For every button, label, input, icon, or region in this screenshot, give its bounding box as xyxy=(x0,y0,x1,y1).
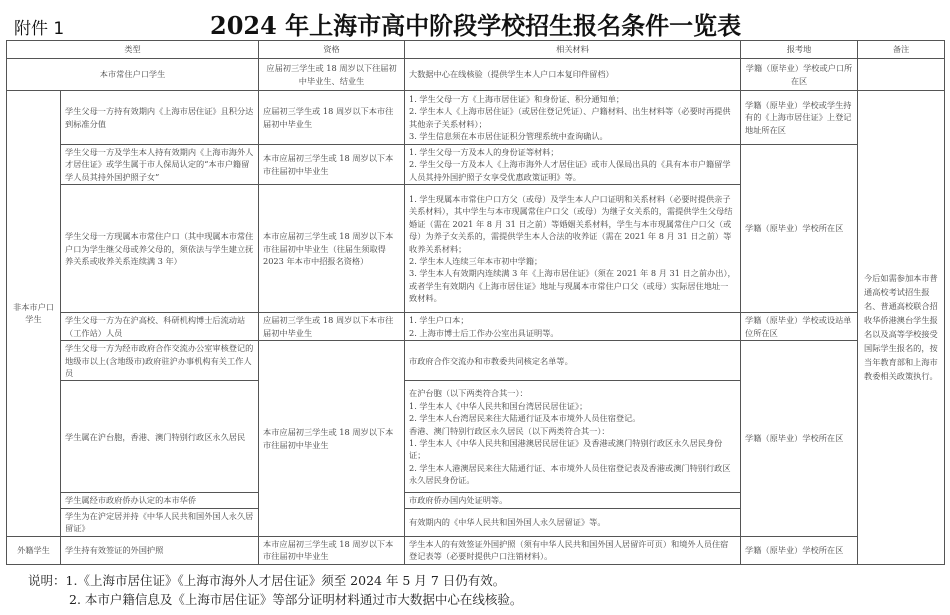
qualification-cell: 应届初三学生或 18 周岁以下本市往届初中毕业生 xyxy=(259,313,405,341)
materials-line: 市政府侨办国内处证明等。 xyxy=(409,495,508,506)
group-cell-foreign: 外籍学生 xyxy=(7,536,61,564)
materials-line: 1. 学生父母一方及本人的身份证等材料； xyxy=(409,147,559,157)
type-cell: 学生父母一方为在沪高校、科研机构博士后流动站（工作站）人员 xyxy=(61,313,259,341)
materials-line: 大数据中心在线核验（提供学生本人户口本复印件留档） xyxy=(409,69,614,80)
table-row xyxy=(7,59,945,91)
materials-line: 2. 学生本人台湾居民来往大陆通行证及本市境外人员住宿登记。 xyxy=(409,413,641,424)
materials-line: 在沪台胞（以下两类符合其一）： xyxy=(409,388,528,399)
type-cell: 学生为在沪定居并持《中华人民共和国外国人永久居留证》 xyxy=(61,508,259,536)
materials-line: 2. 学生本人《上海市居住证》（或居住登记凭证）、户籍材料、出生材料等（必要时再提供其他亲子关系材料）； xyxy=(409,106,731,129)
location-cell: 学籍（原毕业）学校所在区 xyxy=(741,536,858,564)
notes-section xyxy=(28,571,522,609)
table-row xyxy=(7,91,945,145)
materials-cell xyxy=(405,91,741,145)
note-1: 1.《上海市居住证》《上海市海外人才居住证》须至 2024 年 5 月 7 日仍有效。 xyxy=(65,573,506,588)
materials-line: 2. 上海市博士后工作办公室出具证明等。 xyxy=(409,327,559,338)
location-cell: 学籍（原毕业）学校所在区 xyxy=(741,145,858,313)
qualification-cell: 应届初三学生或 18 周岁以下往届初中毕业生、结业生 xyxy=(259,59,405,91)
column-header-location: 报考地 xyxy=(741,41,858,59)
materials-cell xyxy=(405,341,741,381)
materials-cell xyxy=(405,59,741,91)
document-header xyxy=(0,0,950,40)
materials-cell xyxy=(405,381,741,493)
notes-label: 说明： xyxy=(28,573,66,588)
note-line-2: 2. 本市户籍信息及《上海市居住证》等部分证明材料通过市大数据中心在线核验。 xyxy=(69,592,523,607)
materials-cell xyxy=(405,185,741,313)
materials-line: 1. 学生户口本； xyxy=(409,315,469,326)
qualification-cell: 本市应届初三学生或 18 周岁以下本市往届初中毕业生 xyxy=(259,341,405,537)
column-header-type: 类型 xyxy=(7,41,259,59)
materials-line: 1. 学生现属本市常住户口方父（或母）及学生本人户口证明和关系材料（必要时提供亲子关系材料），其中学生与本市现属常住户口父（或母）为继子女关系的，需提供学生父母结婚证（需在 2021 年 8 月 31 日之前）等婚姻关系材料，学生与本市现属常住户口父（或母）为养子女关系的，需提供学生本人合法的收养证（需在 2021 年 8 月 31 日之前）等收养关系材料； xyxy=(409,193,733,254)
materials-line: 1. 学生本人《中华人民共和国台湾居民居住证》； xyxy=(409,400,588,411)
page-title: 2024 年上海市高中阶段学校招生报名条件一览表 xyxy=(210,11,742,40)
qualification-cell: 本市应届初三学生或 18 周岁以下本市往届初中毕业生（往届生须取得 2023 年本市中招报名资格） xyxy=(259,185,405,313)
materials-line: 1. 学生本人《中华人民共和国港澳居民居住证》及香港或澳门特别行政区永久居民身份证； xyxy=(409,437,723,461)
type-cell: 学生父母一方现属本市常住户口（其中现属本市常住户口为学生继父母或养父母的，须依法与学生建立抚养关系或收养关系连续满 3 年） xyxy=(61,185,259,313)
location-cell: 学籍（原毕业）学校或户口所在区 xyxy=(741,59,858,91)
table-header-row xyxy=(7,41,945,59)
type-cell: 学生持有效签证的外国护照 xyxy=(61,536,259,564)
location-cell: 学籍（原毕业）学校或学生持有的《上海市居住证》上登记地址所在区 xyxy=(741,91,858,145)
type-cell: 学生属经市政府侨办认定的本市华侨 xyxy=(61,493,259,508)
table-row xyxy=(7,313,945,341)
remark-cell: 今后如需参加本市普通高校考试招生报名、普通高校联合招收华侨港澳台学生报名以及高等学校接受国际学生报名的，按当年教育部和上海市教委相关政策执行。 xyxy=(858,91,945,565)
materials-line: 有效期内的《中华人民共和国外国人永久居留证》等。 xyxy=(409,517,606,528)
materials-cell xyxy=(405,508,741,536)
attachment-label: 附件 1 xyxy=(14,19,65,39)
materials-cell xyxy=(405,145,741,185)
column-header-qualification: 资格 xyxy=(259,41,405,59)
table-row xyxy=(7,341,945,381)
qualification-cell: 应届初三学生或 18 周岁以下本市往届初中毕业生 xyxy=(259,91,405,145)
table-row xyxy=(7,145,945,185)
materials-line: 2. 学生父母一方及本人《上海市海外人才居住证》或市人保局出具的《具有本市户籍留学人员其持外国护照子女享受优惠政策证明》等。 xyxy=(409,159,731,182)
materials-cell xyxy=(405,493,741,508)
qualification-cell: 本市应届初三学生或 18 周岁以下本市往届初中毕业生 xyxy=(259,536,405,564)
materials-line: 学生本人的有效签证外国护照（须有中华人民共和国外国人居留许可页）和境外人员住宿登记表等（必要时提供户口注销材料）。 xyxy=(409,538,729,562)
materials-cell xyxy=(405,313,741,341)
table-row xyxy=(7,536,945,564)
column-header-remark: 备注 xyxy=(858,41,945,59)
type-cell: 学生属在沪台胞，香港、澳门特别行政区永久居民 xyxy=(61,381,259,493)
materials-line: 香港、澳门特别行政区永久居民（以下两类符合其一）： xyxy=(409,425,610,436)
type-cell: 学生父母一方持有效期内《上海市居住证》且积分达到标准分值 xyxy=(61,91,259,145)
materials-line: 3. 学生信息须在本市居住证积分管理系统中查询确认。 xyxy=(409,130,608,141)
group-cell-non-local: 非本市户口学生 xyxy=(7,91,61,537)
type-cell: 学生父母一方为经市政府合作交流办公室审核登记的地级市以上(含地级市)政府驻沪办事机构有关工作人员 xyxy=(61,341,259,381)
materials-line: 1. 学生父母一方《上海市居住证》和身份证、积分通知单； xyxy=(409,93,625,104)
materials-line: 2. 学生本人连续三年本市初中学籍； xyxy=(409,255,543,266)
materials-line: 2. 学生本人港澳居民来往大陆通行证、本市境外人员住宿登记表及香港或澳门特别行政区永久居民身份证。 xyxy=(409,462,731,486)
materials-line: 市政府合作交流办和市教委共同核定名单等。 xyxy=(409,355,573,366)
materials-line: 3. 学生本人有效期内连续满 3 年《上海市居住证》（须在 2021 年 8 月 31 日之前办出），或者学生有效期内《上海市居住证》地址与现属本市常住户口父（或母）实际居住地址一致材料。 xyxy=(409,268,736,304)
remark-cell xyxy=(858,59,945,91)
location-cell: 学籍（原毕业）学校或设站单位所在区 xyxy=(741,313,858,341)
enrollment-conditions-table xyxy=(6,40,945,565)
qualification-cell: 本市应届初三学生或 18 周岁以下本市往届初中毕业生 xyxy=(259,145,405,185)
column-header-materials: 相关材料 xyxy=(405,41,741,59)
materials-cell xyxy=(405,536,741,564)
type-cell: 学生父母一方及学生本人持有效期内《上海市海外人才居住证》或学生属于市人保局认定的“本市户籍留学人员其持外国护照子女” xyxy=(61,145,259,185)
note-line-1 xyxy=(28,571,522,590)
location-cell: 学籍（原毕业）学校所在区 xyxy=(741,341,858,537)
type-cell: 本市常住户口学生 xyxy=(7,59,259,91)
